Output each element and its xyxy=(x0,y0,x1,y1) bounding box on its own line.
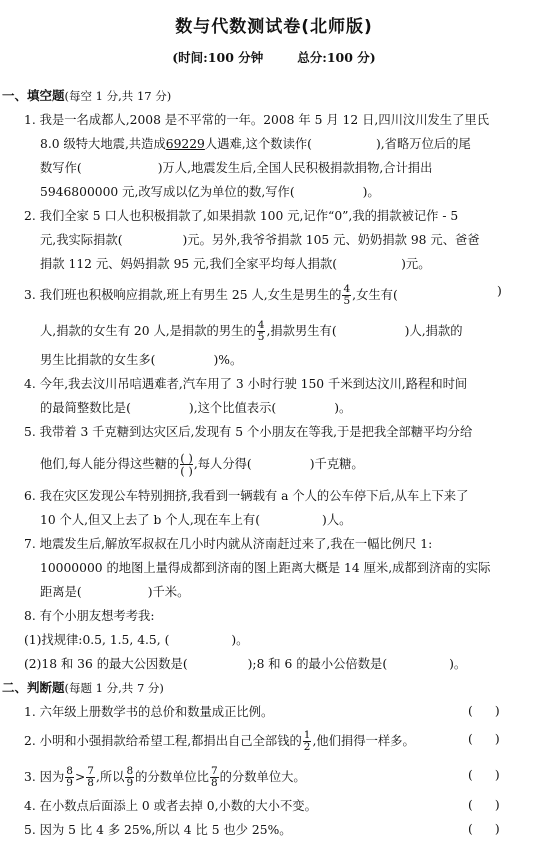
fraction xyxy=(125,766,134,789)
tf-text: ,所以 xyxy=(95,770,125,784)
paren-close: ) xyxy=(494,798,500,812)
q8-text: (2)18 和 36 的最大公因数是( xyxy=(24,657,188,671)
q6-line1: 6. 我在灾区发现公车特别拥挤,我看到一辆载有 a 个人的公车停下后,从车上下来了 xyxy=(24,489,469,503)
q4-text: )。 xyxy=(334,401,352,415)
paren-close: ) xyxy=(494,732,500,746)
tf-text: 的分数单位大。 xyxy=(219,770,306,784)
denominator: 2 xyxy=(303,741,311,753)
fraction xyxy=(65,766,74,789)
tf-item-5: 5. 因为 5 比 4 多 25%,所以 4 比 5 也少 25%。 xyxy=(24,823,292,837)
q2-line1: 2. 我们全家 5 口人也积极捐款了,如果捐款 100 元,记作“0”,我的捐款被记作 - 5 xyxy=(24,209,459,223)
tf-answer-5[interactable] xyxy=(468,822,500,836)
page-subtitle xyxy=(0,48,548,66)
denominator: 9 xyxy=(66,777,73,789)
q8-line1: 8. 有个小朋友想考考我: xyxy=(24,609,155,623)
denominator: 5 xyxy=(343,295,351,307)
q3-text: )%。 xyxy=(213,353,243,367)
q3-line1 xyxy=(24,284,398,307)
q8-text: )。 xyxy=(449,657,467,671)
numerator-blank[interactable]: ( ) xyxy=(180,451,193,465)
denominator: 8 xyxy=(210,777,218,789)
q1-line2 xyxy=(40,136,471,152)
tf-text: 2. 小明和小强捐款给希望工程,都捐出自己全部钱的 xyxy=(24,734,302,748)
fraction xyxy=(342,284,351,307)
q2-text: )元。 xyxy=(401,257,431,271)
paren-open: ( xyxy=(468,768,473,782)
numerator: 4 xyxy=(257,319,265,331)
tf-item-4: 4. 在小数点后面添上 0 或者去掉 0,小数的大小不变。 xyxy=(24,799,317,813)
q4-text: ),这个比值表示( xyxy=(188,401,277,415)
q1-text: 数写作( xyxy=(40,161,82,175)
total-score: 总分:100 分) xyxy=(297,50,376,65)
q4-line2 xyxy=(40,400,351,416)
q7-line2: 10000000 的地图上量得成都到济南的图上距离大概是 14 厘米,成都到济南的实际 xyxy=(40,561,491,575)
q7-line1: 7. 地震发生后,解放军叔叔在几小时内就从济南赶过来了,我在一幅比例尺 1: xyxy=(24,537,433,551)
paren-close: ) xyxy=(494,822,500,836)
page-title: 数与代数测试卷(北师版) xyxy=(175,17,373,37)
section1-header xyxy=(2,88,171,104)
q3-line3 xyxy=(40,352,242,368)
q1-text: )。 xyxy=(362,185,380,199)
q7-text: 距离是( xyxy=(40,585,82,599)
tf-text: ,他们捐得一样多。 xyxy=(312,734,415,748)
q7-line3 xyxy=(40,584,189,600)
section1-heading: 一、填空题 xyxy=(2,88,65,103)
q8-line2 xyxy=(24,632,248,648)
q6-line2 xyxy=(40,512,351,528)
denominator: 5 xyxy=(257,331,265,343)
q8-line3 xyxy=(24,656,466,672)
section2-heading: 二、判断题 xyxy=(2,680,65,695)
numerator: 7 xyxy=(210,765,218,777)
q3-text: ,女生有( xyxy=(352,288,398,302)
q3-text: ,捐款男生有( xyxy=(266,324,337,338)
paren-close: ) xyxy=(494,704,500,718)
q5-text: 他们,每人能分得这些糖的 xyxy=(40,457,180,471)
paren-open: ( xyxy=(468,732,473,746)
q6-text: 10 个人,但又上去了 b 个人,现在车上有( xyxy=(40,513,261,527)
q3-text: 人,捐款的女生有 20 人,是捐款的男生的 xyxy=(40,324,256,338)
q4-text: 的最简整数比是( xyxy=(40,401,131,415)
q1-line4 xyxy=(40,184,380,200)
q5-text: )千克糖。 xyxy=(309,457,364,471)
q1-line3 xyxy=(40,160,432,176)
section2-header xyxy=(2,680,164,696)
q6-text: )人。 xyxy=(322,513,352,527)
numerator: 8 xyxy=(126,765,134,777)
numerator: 4 xyxy=(343,283,351,295)
q4-line1: 4. 今年,我去汶川吊唁遇难者,汽车用了 3 小时行驶 150 千米到达汶川,路程和时间 xyxy=(24,377,468,391)
q2-line2 xyxy=(40,232,480,248)
tf-answer-2[interactable] xyxy=(468,732,500,746)
greater-than-sign: > xyxy=(74,770,86,784)
q3-line2 xyxy=(40,320,463,343)
q2-text: )元。另外,我爷爷捐款 105 元、奶奶捐款 98 元、爸爸 xyxy=(182,233,480,247)
q7-text: )千米。 xyxy=(147,585,190,599)
q1-text: 5946800000 元,改写成以亿为单位的数,写作( xyxy=(40,185,295,199)
denominator: 8 xyxy=(87,777,94,789)
q8-text: );8 和 6 的最小公倍数是( xyxy=(247,657,388,671)
q3-text: 男生比捐款的女生多( xyxy=(40,353,156,367)
q1-text: 8.0 级特大地震,共造成 xyxy=(40,137,166,151)
fraction xyxy=(86,766,95,789)
paren-open: ( xyxy=(468,798,473,812)
q5-text: ,每人分得( xyxy=(193,457,252,471)
denominator-blank[interactable]: ( ) xyxy=(180,464,193,478)
fraction xyxy=(303,730,312,753)
time-limit: (时间:100 分钟 xyxy=(172,50,264,65)
q5-line2 xyxy=(40,452,364,477)
tf-item-1: 1. 六年级上册数学书的总价和数量成正比例。 xyxy=(24,705,274,719)
tf-item-2 xyxy=(24,730,415,753)
tf-answer-3[interactable] xyxy=(468,768,500,782)
section1-note: (每空 1 分,共 17 分) xyxy=(64,89,172,103)
blank-fraction[interactable] xyxy=(180,452,193,477)
denominator: 9 xyxy=(126,777,134,789)
q8-text: )。 xyxy=(231,633,249,647)
numerator: 7 xyxy=(87,765,94,777)
q2-text: 元,我实际捐款( xyxy=(40,233,123,247)
q1-text: )万人,地震发生后,全国人民积极捐款捐物,合计捐出 xyxy=(157,161,433,175)
q1-text: ),省略万位后的尾 xyxy=(375,137,471,151)
fraction xyxy=(210,766,219,789)
numerator: 1 xyxy=(303,729,311,741)
q8-text: (1)找规律:0.5, 1.5, 4.5, ( xyxy=(24,633,170,647)
q5-line1: 5. 我带着 3 千克糖到达灾区后,发现有 5 个小朋友在等我,于是把我全部糖平均分给 xyxy=(24,425,473,439)
q1-text: 人遇难,这个数读作( xyxy=(204,137,312,151)
tf-item-3 xyxy=(24,766,306,789)
q1-line1: 1. 我是一名成都人,2008 是不平常的一年。2008 年 5 月 12 日,四川汶川发生了里氏 xyxy=(24,113,489,127)
tf-text: 的分数单位比 xyxy=(135,770,209,784)
fraction xyxy=(257,320,266,343)
paren-open: ( xyxy=(468,704,473,718)
tf-text: 3. 因为 xyxy=(24,770,65,784)
numerator: 8 xyxy=(66,765,73,777)
tf-answer-1[interactable] xyxy=(468,704,500,718)
q2-line3 xyxy=(40,256,431,272)
death-toll-number: 69229 xyxy=(165,137,205,151)
tf-answer-4[interactable] xyxy=(468,798,500,812)
q3-text: 3. 我们班也积极响应捐款,班上有男生 25 人,女生是男生的 xyxy=(24,288,342,302)
paren-open: ( xyxy=(468,822,473,836)
q2-text: 捐款 112 元、妈妈捐款 95 元,我们全家平均每人捐款( xyxy=(40,257,338,271)
q3-paren-close: ) xyxy=(497,284,502,298)
q3-text: )人,捐款的 xyxy=(404,324,463,338)
section2-note: (每题 1 分,共 7 分) xyxy=(64,681,164,695)
paren-close: ) xyxy=(494,768,500,782)
